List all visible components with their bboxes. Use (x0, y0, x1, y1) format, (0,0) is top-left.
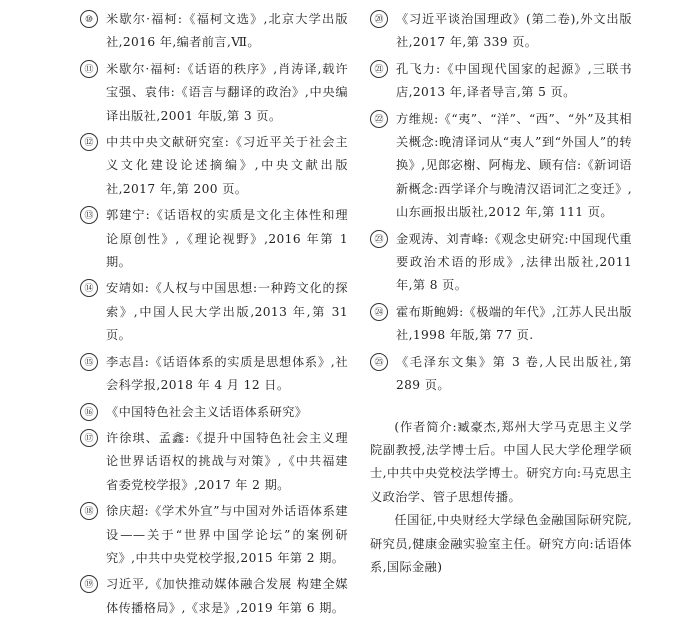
footnote-text: 金观涛、刘青峰:《观念史研究:中国现代重要政治术语的形成》,法律出版社,2011 年,第 8 页。 (396, 231, 632, 293)
footnote-text: 霍布斯鲍姆:《极端的年代》,江苏人民出版社,1998 年版,第 77 页. (396, 304, 632, 343)
footnote-text: 许徐琪、孟鑫:《提升中国特色社会主义理论世界话语权的挑战与对策》,《中共福建省委党校学报》,2017 年 2 期。 (106, 430, 348, 492)
footnote-17 (80, 427, 348, 497)
footnote-number: ⑪ (80, 60, 98, 78)
footnote-text: 李志昌:《话语体系的实质是思想体系》,社会科学报,2018 年 4 月 12 日。 (106, 354, 348, 393)
footnote-number: ㉕ (370, 353, 388, 371)
footnote-number: ⑲ (80, 575, 98, 593)
footnote-23 (370, 228, 632, 298)
author-bio (370, 416, 632, 580)
footnote-text: 习近平,《加快推动媒体融合发展 构建全媒体传播格局》,《求是》,2019 年第 6 期。 (106, 577, 348, 615)
footnote-12 (80, 131, 348, 201)
footnote-22 (370, 108, 632, 225)
footnote-16 (80, 401, 348, 424)
footnote-25 (370, 351, 632, 398)
footnote-number: ⑫ (80, 133, 98, 151)
footnote-number: ⑭ (80, 279, 98, 297)
author-bio-paragraph-1: (作者简介:臧豪杰,郑州大学马克思主义学院副教授,法学博士后。中国人民大学伦理学硕士,中共中央党校法学博士。研究方向:马克思主义政治学、管子思想传播。 (370, 419, 632, 504)
footnote-text: 《习近平谈治国理政》(第二卷),外文出版社,2017 年,第 339 页。 (396, 12, 632, 50)
footnote-text: 安靖如:《人权与中国思想:一种跨文化的探索》,中国人民大学出版,2013 年,第 31 页。 (106, 281, 348, 343)
footnote-number: ⑰ (80, 429, 98, 447)
footnote-number: ⑩ (80, 10, 98, 28)
left-column (80, 8, 348, 623)
footnote-13 (80, 204, 348, 274)
author-bio-paragraph-2: 任国征,中央财经大学绿色金融国际研究院,研究员,健康金融实验室主任。研究方向:话语体系,国际金融) (370, 513, 632, 574)
footnote-number: ⑯ (80, 403, 98, 421)
footnote-18 (80, 500, 348, 570)
footnote-number: ㉓ (370, 230, 388, 248)
footnote-number: ⑱ (80, 502, 98, 520)
footnote-text: 郭建宁:《话语权的实质是文化主体性和理论原创性》,《理论视野》,2016 年第 1 期。 (106, 208, 348, 270)
footnote-20 (370, 8, 632, 55)
footnote-21 (370, 58, 632, 105)
footnote-19 (80, 573, 348, 620)
footnote-14 (80, 277, 348, 347)
footnote-number: ㉑ (370, 60, 388, 78)
footnote-number: ㉒ (370, 110, 388, 128)
footnote-number: ㉔ (370, 303, 388, 321)
footnote-number: ⑬ (80, 206, 98, 224)
footnote-text: 方维规:《“夷”、“洋”、“西”、“外”及其相关概念:晚清译词从“夷人”到“外国人”的转换》,见郎宓榭、阿梅龙、顾有信:《新词语新概念:西学译介与晚清汉语词汇之变迁》,山东画报出版社,2012 年,第 111 页。 (396, 111, 632, 220)
footnote-11 (80, 58, 348, 128)
footnote-text: 徐庆超:《学术外宣”与中国对外话语体系建设——关于“世界中国学论坛”的案例研究》,中共中央党校学报,2015 年第 2 期。 (106, 504, 348, 565)
footnote-number: ⑳ (370, 10, 388, 28)
footnote-text: 《毛泽东文集》第 3 卷,人民出版社,第 289 页。 (396, 354, 632, 393)
footnote-text: 《中国特色社会主义话语体系研究》 (106, 404, 308, 419)
footnote-10 (80, 8, 348, 55)
footnote-text: 孔飞力:《中国现代国家的起源》,三联书店,2013 年,译者导言,第 5 页。 (396, 61, 632, 100)
footnote-text: 中共中央文献研究室:《习近平关于社会主义文化建设论述摘编》,中央文献出版社,2017 年,第 200 页。 (106, 135, 348, 196)
footnote-24 (370, 301, 632, 348)
footnote-text: 米歇尔·福柯:《话语的秩序》,肖涛译,载许宝强、袁伟:《语言与翻译的政治》,中央编译出版社,2001 年版,第 3 页。 (106, 61, 348, 123)
right-column (370, 8, 632, 579)
footnote-number: ⑮ (80, 353, 98, 371)
footnote-text: 米歇尔·福柯:《福柯文选》,北京大学出版社,2016 年,编者前言,Ⅶ。 (106, 12, 348, 50)
footnote-15 (80, 351, 348, 398)
